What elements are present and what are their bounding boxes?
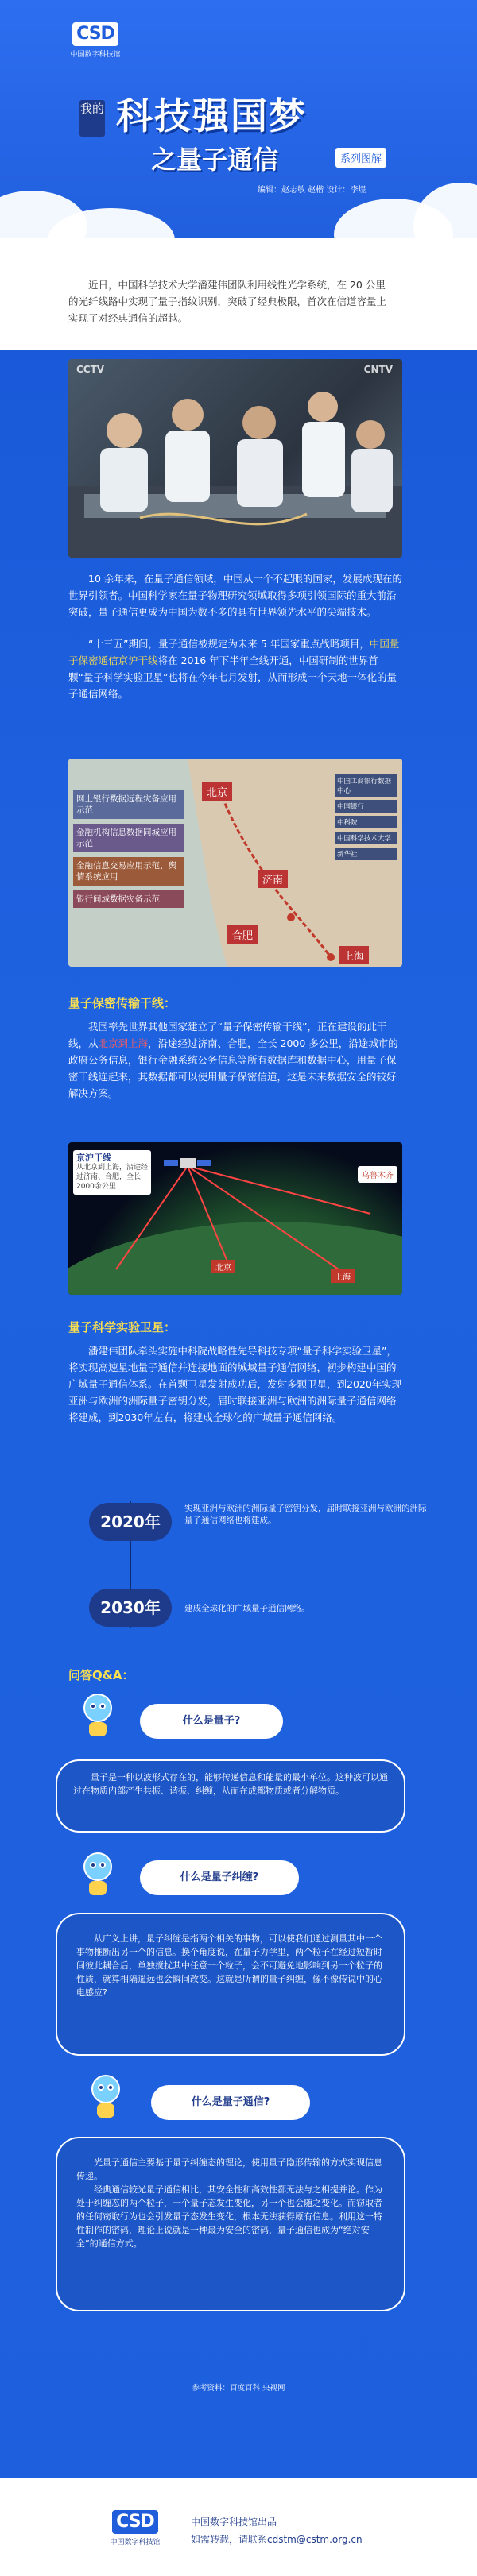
my-badge: 我的 — [80, 100, 105, 137]
para2-a: “十三五”期间，量子通信被规定为未来 5 年国家重点战略项目， — [88, 638, 370, 650]
footer-logo-name: 中国数字科技馆 — [110, 2539, 161, 2547]
section-title-satellite: 量子科学实验卫星： — [68, 1320, 176, 1334]
para2-c: 将在 2016 年下半年全线开通，中国研制的世界首颗“量子科学实验卫星”也将在今年七月发射，从而形成一个天地一体化的量子通信网络。 — [68, 655, 397, 700]
timeline-text-2020: 实现亚洲与欧洲的洲际量子密钥分发，届时联接亚洲与欧洲的洲际量子通信网络也将建成。 — [184, 1504, 427, 1525]
map-city-jinan: 济南 — [258, 870, 288, 888]
para-trunk-line — [68, 1018, 402, 1102]
map-item: 金融信息交易应用示范、舆情系统应用 — [73, 857, 184, 886]
footer-logo — [103, 2510, 167, 2547]
timeline-year-2020: 2020年 — [89, 1503, 172, 1541]
intro-text: 近日，中国科学技术大学潘建伟团队利用线性光学系统，在 20 公里的光纤线路中实现了量子指纹识别，突破了经典极限，首次在信道容量上实现了对经典通信的超越。 — [68, 279, 387, 324]
map-item: 金融机构信息数据同城应用示范 — [73, 824, 184, 852]
map-item: 网上银行数据远程灾备应用示范 — [73, 790, 184, 819]
para-satellite: 潘建伟团队牵头实施中科院战略性先导科技专项“量子科学实验卫星”，将实现高速星地量子通信并连接地面的城域量子通信网络，初步构建中国的广域量子通信体系。在首颗卫星发射成功后，发射多颗卫星，到2020年实现亚洲与欧洲的洲际量子密钥分发，届时联接亚洲与欧洲的洲际量子通信网络将建成，到2030年左右，将建成全球化的广域量子通信网络。 — [68, 1345, 402, 1423]
trunk-line-map — [68, 759, 402, 967]
map-item: 银行间域数据灾备示范 — [73, 890, 184, 908]
answer-paragraph: 从广义上讲，量子纠缠是指两个相关的事物，可以使我们通过测量其中一个事物推断出另一个的信息。换个角度说，在量子力学里，两个粒子在经过短暂时间彼此耦合后，单独搅扰其中任意一个粒子，会不可避免地影响到另一个粒子的性质，就算相隔遥远也会瞬间改变。这就是所谓的量子纠缠，像不像传说中的心电感应? — [76, 1933, 382, 1998]
map-institution: 中国工商银行数据中心 — [335, 774, 398, 797]
trunk-line-callout-title: 京沪干线 — [76, 1153, 111, 1163]
para2-highlight: 中国量子保密通信京沪干线 — [68, 638, 400, 666]
cntv-watermark: CNTV — [363, 364, 393, 375]
footer-logo-mark: CSD — [112, 2510, 158, 2534]
satellite-network-image — [68, 1142, 402, 1295]
map-city-beijing: 北京 — [202, 782, 232, 801]
intro-card — [0, 238, 477, 350]
section1-highlight: 北京到上海 — [98, 1037, 149, 1049]
scientists-photo — [68, 359, 402, 558]
map-city-shanghai: 上海 — [339, 946, 369, 964]
section1-c: ，沿途经过济南、合肥，全长 2000 多公里，沿途城市的政府公务信息，银行金融系统公务信息等所有数据库和数据中心，用量子保密干线连起来，其数据都可以使用量子保密信道，这是未来数据安全的较好解决方案。 — [68, 1037, 398, 1099]
question-what-is-quantum: 什么是量子? — [140, 1704, 283, 1739]
sat-city-beijing: 北京 — [211, 1260, 235, 1273]
logo-name: 中国数字科技馆 — [70, 51, 121, 59]
footer-line-1: 中国数字科技馆出品 — [191, 2516, 277, 2528]
footer-contact: 如需转载，请联系cdstm@cstm.org.cn — [191, 2534, 363, 2545]
answer-what-is-quantum-communication — [56, 2137, 405, 2311]
para-13th-five-year — [68, 635, 402, 702]
map-institution: 新华社 — [335, 848, 398, 860]
trunk-line-callout — [73, 1150, 151, 1195]
sat-city-shanghai: 上海 — [331, 1269, 355, 1283]
series-tag: 系列图解 — [335, 148, 386, 168]
logo — [64, 22, 127, 59]
footer — [0, 2478, 477, 2576]
robot-icon — [80, 1851, 116, 1900]
answer-paragraph: 光量子通信主要基于量子纠缠态的理论，使用量子隐形传输的方式实现信息传递。 — [76, 2157, 382, 2181]
para-leadership: 10 余年来，在量子通信领域，中国从一个不起眼的国家，发展成现在的世界引领者。中国科学家在量子物理研究领域取得多项引领国际的重大前沿突破，量子通信更成为中国为数不多的具有世界领先水平的尖端技术。 — [68, 573, 402, 618]
robot-icon — [87, 2073, 124, 2122]
map-institution: 中科院 — [335, 816, 398, 828]
question-what-is-entanglement: 什么是量子纠缠? — [140, 1860, 299, 1895]
robot-icon — [80, 1692, 116, 1741]
answer-paragraph: 经典通信较光量子通信相比，其安全性和高效性都无法与之相提并论。作为处于纠缠态的两个粒子，一个量子态发生变化，另一个也会随之变化。而窃取者的任何窃取行为也会引发量子态发生变化，根本无法获得原有信息。利用这一特性制作的密码，理论上说就是一种最为安全的密码，量子通信也成为“绝对安全”的通信方式。 — [76, 2184, 382, 2249]
answer-paragraph: 量子是一种以波形式存在的，能够传递信息和能量的最小单位。这种波可以通过在物质内部产生共振、谐振、纠缠，从而在成都物质或者分解物质。 — [73, 1772, 388, 1796]
map-institutions — [335, 774, 398, 860]
map-city-hefei: 合肥 — [227, 925, 258, 944]
timeline-text-2030: 建成全球化的广域量子通信网络。 — [184, 1604, 310, 1613]
map-institution: 中国科学技术大学 — [335, 832, 398, 844]
section1-a: 我国率先世界其他国家建立了“量子保密传输干线”，正在建设的此干线，从 — [68, 1021, 387, 1049]
urumqi-label: 乌鲁木齐 — [358, 1166, 398, 1183]
header — [0, 0, 477, 262]
page-title: 科技强国梦 — [116, 95, 307, 137]
question-what-is-quantum-communication: 什么是量子通信? — [151, 2085, 310, 2120]
answer-what-is-entanglement — [56, 1913, 405, 2056]
map-institution: 中国银行 — [335, 800, 398, 813]
scientists-illustration — [68, 359, 402, 558]
credits: 编辑：赵志敏 赵楷 设计：李煜 — [258, 186, 366, 195]
cctv-watermark: CCTV — [76, 364, 105, 375]
timeline-year-2030: 2030年 — [89, 1589, 172, 1627]
trunk-line-callout-desc: 从北京到上海，沿途经过济南、合肥，全长2000余公里 — [76, 1164, 149, 1191]
references: 参考资料：百度百科 央视网 — [192, 2384, 285, 2393]
page-subtitle: 之量子通信 — [151, 145, 279, 175]
answer-what-is-quantum — [56, 1759, 405, 1833]
section-title-trunk-line: 量子保密传输干线： — [68, 996, 176, 1010]
qa-title: 问答Q&A： — [68, 1668, 134, 1682]
map-legend — [73, 790, 184, 908]
logo-mark: CSD — [72, 22, 118, 46]
